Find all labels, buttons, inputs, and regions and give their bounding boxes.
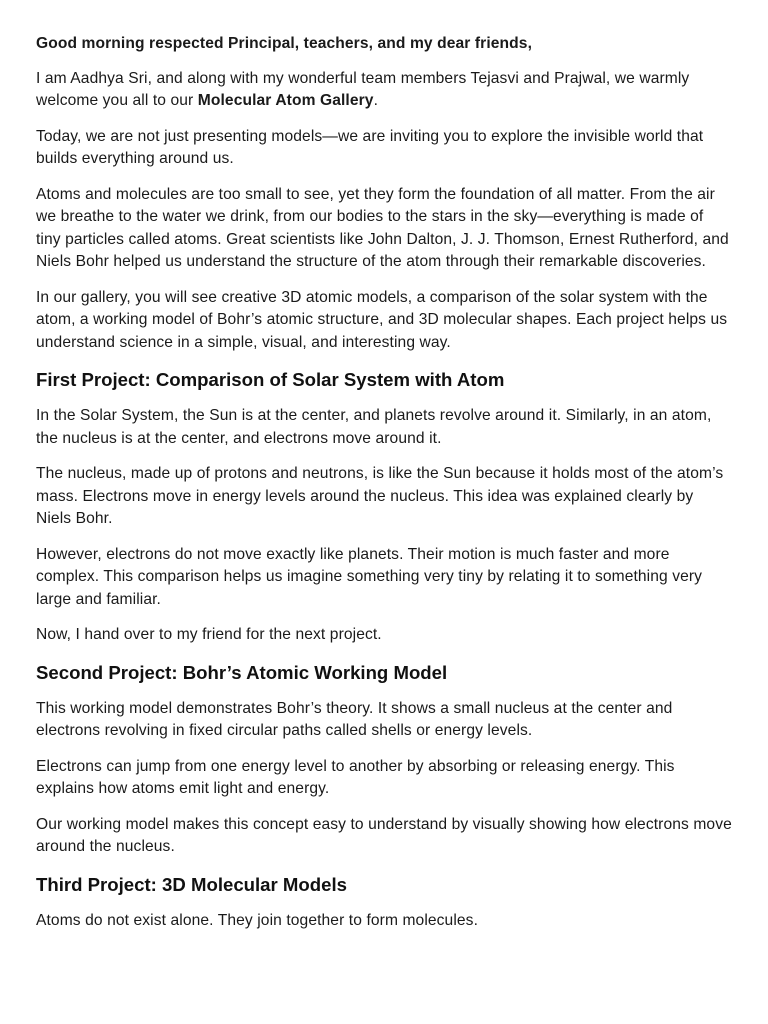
greeting: Good morning respected Principal, teachers, and my dear friends, [36,35,533,52]
section-heading: Second Project: Bohr’s Atomic Working Model [36,661,448,683]
paragraph: Atoms do not exist alone. They join together to form molecules. [36,911,478,929]
paragraph: Our working model makes this concept easy to understand by visually showing how electrons move around the nucleus. [36,815,732,855]
paragraph: The nucleus, made up of protons and neutrons, is like the Sun because it holds most of the atom’s mass. Electrons move in energy levels around the nucleus. This idea was explained clearly by Niels Bohr. [36,465,724,527]
paragraph: However, electrons do not move exactly like planets. Their motion is much faster and more complex. This comparison helps us imagine something very tiny by relating it to something very large and familiar. [36,545,703,608]
intro-text: I am Aadhya Sri, and along with my wonderful team members Tejasvi and Prajwal, we warmly welcome you all to our [36,69,690,109]
paragraph: In the Solar System, the Sun is at the center, and planets revolve around it. Similarly, in an atom, the nucleus is at the center, and electrons move around it. [36,407,712,447]
paragraph: Today, we are not just presenting models—we are inviting you to explore the invisible world that builds everything around us. [36,127,704,167]
paragraph: Atoms and molecules are too small to see, yet they form the foundation of all matter. From the air we breathe to the water we drink, from our bodies to the stars in the sky—everything is made of tiny particles called atoms. Great scientists like John Dalton, J. J. Thomson, Ernest Rutherford, and Niels Bohr helped us understand the structure of the atom through their remarkable discoveries. [36,185,729,270]
gallery-name: Molecular Atom Gallery [197,92,374,109]
section-heading: Third Project: 3D Molecular Models [36,873,347,895]
paragraph: This working model demonstrates Bohr’s theory. It shows a small nucleus at the center and electrons revolving in fixed circular paths called shells or energy levels. [36,699,673,739]
intro-paragraph [36,68,732,113]
paragraph: Now, I hand over to my friend for the next project. [36,626,382,643]
paragraph: In our gallery, you will see creative 3D atomic models, a comparison of the solar system with the atom, a working model of Bohr’s atomic structure, and 3D molecular shapes. Each project helps us understand science in a simple, visual, and interesting way. [36,288,728,351]
intro-end: . [373,92,379,109]
paragraph: Electrons can jump from one energy level to another by absorbing or releasing energy. This explains how atoms emit light and energy. [36,757,675,797]
section-heading: First Project: Comparison of Solar System with Atom [36,369,505,390]
